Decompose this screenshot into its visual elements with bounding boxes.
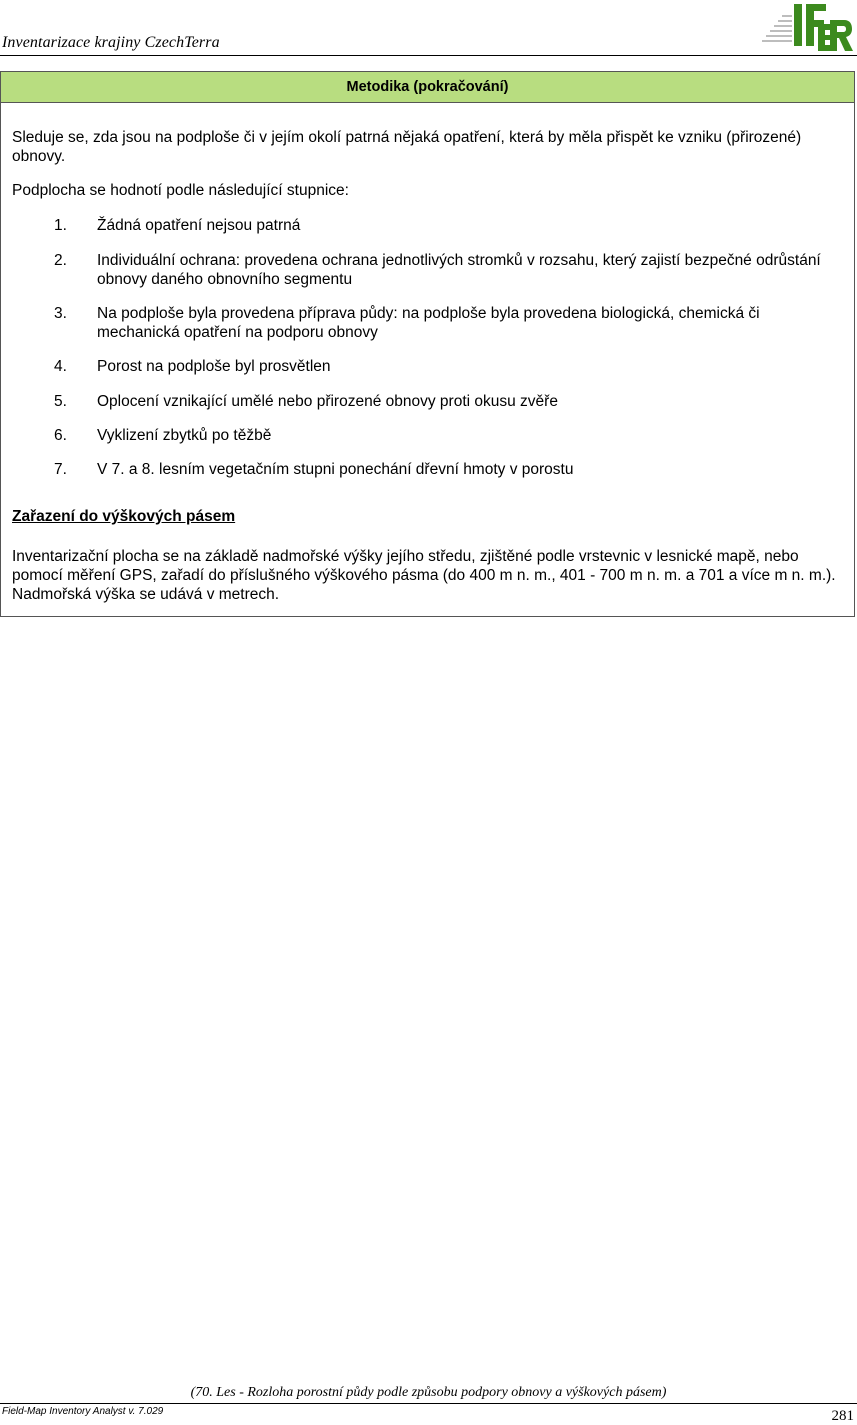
list-item-number: 6. bbox=[54, 427, 67, 444]
section-paragraph: Inventarizační plocha se na základě nadmořské výšky jejího středu, zjištěné podle vrstevnic v lesnické mapě, nebo pomocí měření GPS, zařadí do příslušného výškového pásma (do 400 m n. m., 401 - 700 m n. m. a 701 a více m n. m.). Nadmořská výška se udává v metrech. bbox=[12, 548, 836, 603]
intro-paragraph: Sleduje se, zda jsou na podploše či v jejím okolí patrná nějaká opatření, která by měla přispět ke vzniku (přirozené) obnovy. bbox=[12, 129, 802, 165]
list-item-text: Vyklizení zbytků po těžbě bbox=[97, 427, 272, 444]
list-item-number: 1. bbox=[54, 217, 67, 234]
page-header bbox=[0, 0, 857, 56]
list-item-text: Žádná opatření nejsou patrná bbox=[97, 217, 301, 234]
page-number: 281 bbox=[831, 1408, 854, 1424]
list-item-number: 4. bbox=[54, 358, 67, 375]
list-item-number: 2. bbox=[54, 252, 67, 269]
list-item-text: Porost na podploše byl prosvětlen bbox=[97, 358, 331, 375]
list-item-text: Individuální ochrana: provedena ochrana jednotlivých stromků v rozsahu, který zajistí bezpečné odrůstání obnovy daného obnovního segmentu bbox=[97, 252, 821, 288]
list-item-text: Na podploše byla provedena příprava půdy: na podploše byla provedena biologická, chemická či mechanická opatření na podporu obnovy bbox=[97, 305, 760, 341]
figure-caption: (70. Les - Rozloha porostní půdy podle způsobu podpory obnovy a výškových pásem) bbox=[190, 1385, 667, 1400]
panel-title: Metodika (pokračování) bbox=[1, 72, 854, 103]
list-item-number: 3. bbox=[54, 305, 67, 322]
header-rule bbox=[0, 55, 857, 56]
software-version: Field-Map Inventory Analyst v. 7.029 bbox=[2, 1406, 164, 1417]
methodology-panel bbox=[0, 71, 855, 617]
list-item-number: 7. bbox=[54, 461, 67, 478]
section-heading: Zařazení do výškových pásem bbox=[12, 508, 236, 525]
ifer-logo bbox=[760, 0, 854, 54]
list-item-number: 5. bbox=[54, 393, 67, 410]
scale-intro: Podplocha se hodnotí podle následující stupnice: bbox=[12, 182, 349, 199]
list-item-text: Oplocení vznikající umělé nebo přirozené obnovy proti okusu zvěře bbox=[97, 393, 558, 410]
list-item-text: V 7. a 8. lesním vegetačním stupni ponechání dřevní hmoty v porostu bbox=[97, 461, 574, 478]
header-title: Inventarizace krajiny CzechTerra bbox=[2, 34, 220, 51]
footer-rule bbox=[0, 1403, 857, 1404]
